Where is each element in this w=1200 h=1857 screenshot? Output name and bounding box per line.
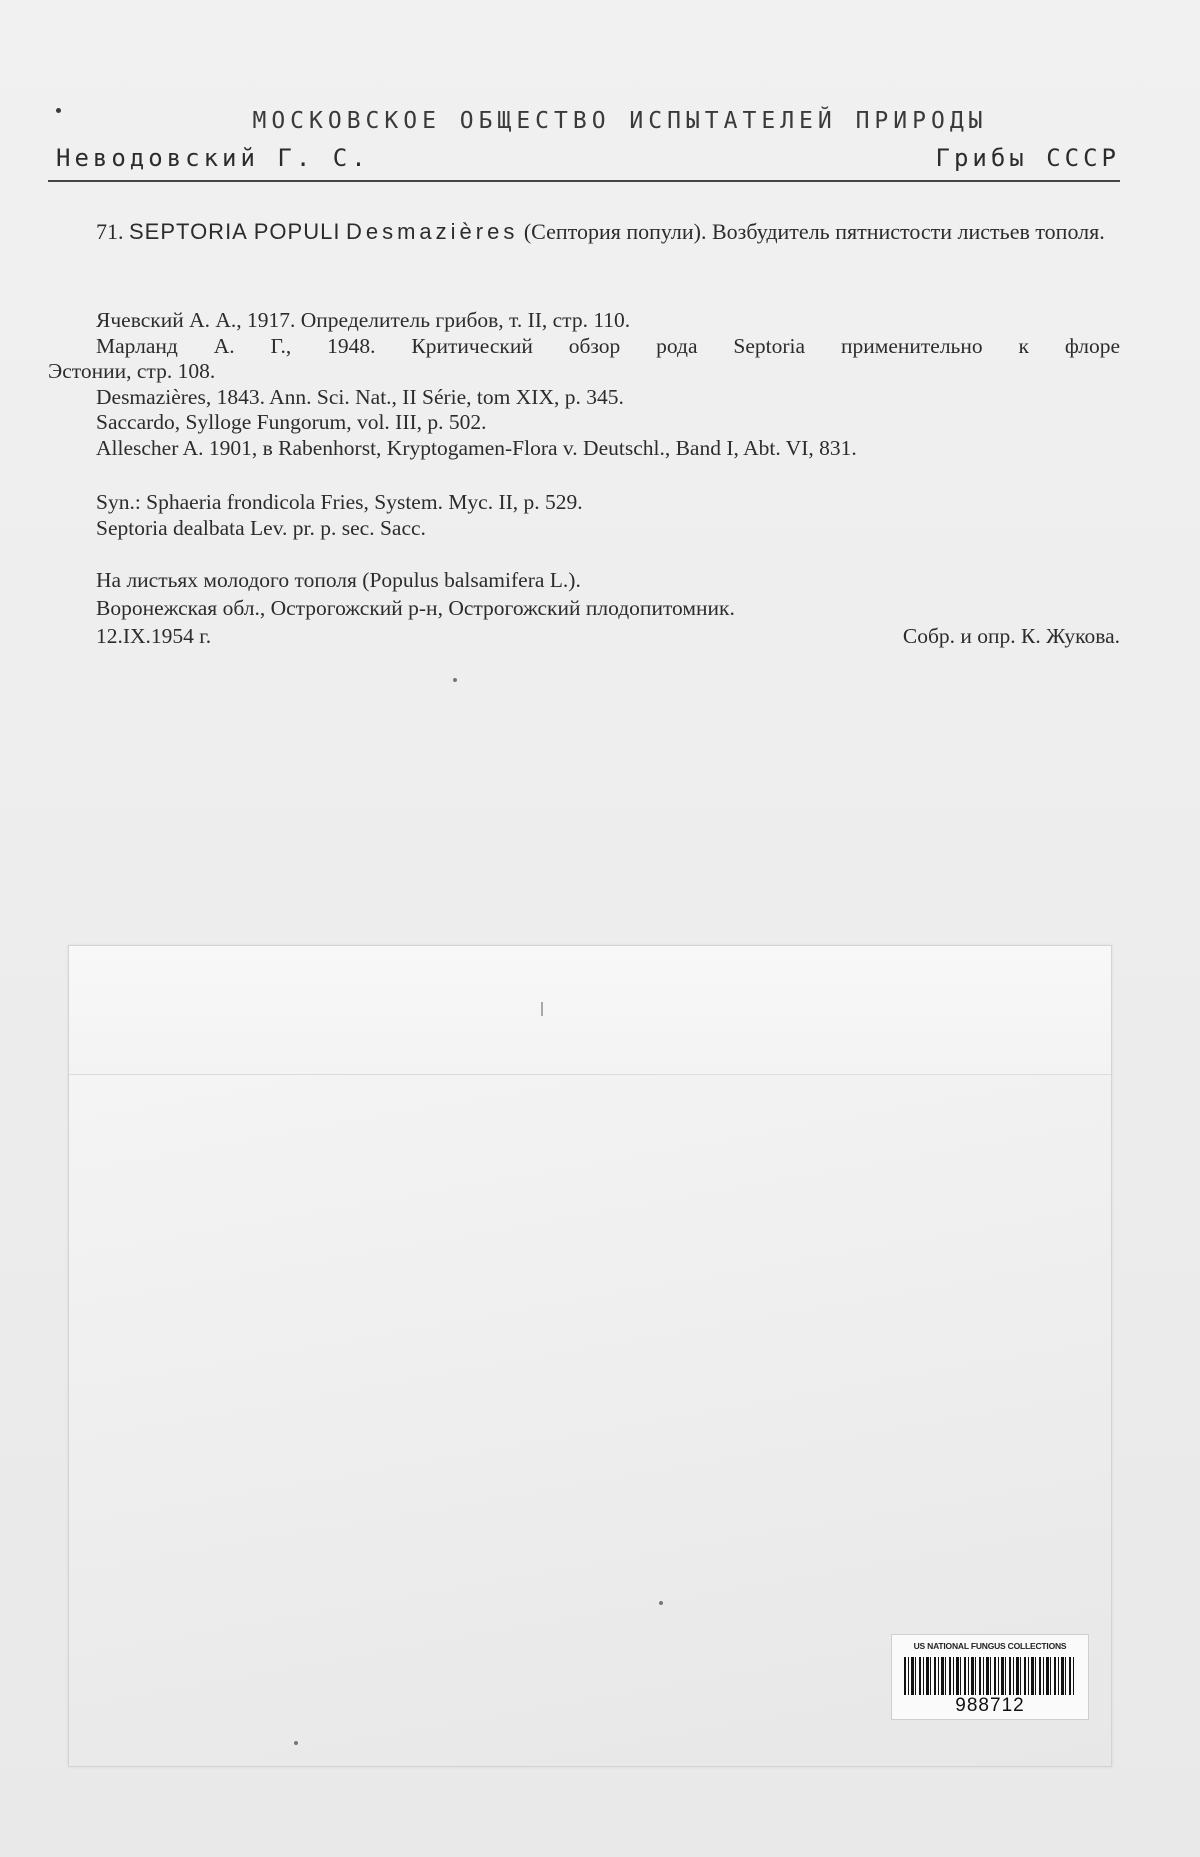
species-description: (Септория попули). Возбудитель пятнистости листьев тополя. <box>523 219 1105 244</box>
references <box>48 308 1120 461</box>
species-authority: Desmazières <box>345 219 519 244</box>
envelope-flap[interactable] <box>69 946 1111 1075</box>
reference-line: Ячевский А. А., 1917. Определитель грибов, т. II, стр. 110. <box>96 308 631 332</box>
label-series: Грибы СССР <box>935 144 1120 172</box>
synonym-line: Septoria dealbata Lev. pr. p. sec. Sacc. <box>96 515 426 540</box>
society-header: МОСКОВСКОЕ ОБЩЕСТВО ИСПЫТАТЕЛЕЙ ПРИРОДЫ <box>252 108 988 134</box>
specimen-envelope[interactable] <box>68 945 1112 1767</box>
collector: Собр. и опр. К. Жукова. <box>902 624 1120 648</box>
collection-info <box>96 566 1120 650</box>
reference-line: Эстонии, стр. 108. <box>48 359 216 383</box>
synonyms <box>96 490 583 541</box>
ink-dot <box>56 108 61 113</box>
flap-mark <box>541 1002 543 1016</box>
synonym-line: Syn.: Sphaeria frondicola Fries, System. Myc. II, p. 529. <box>96 490 583 514</box>
reference-line: Allescher A. 1901, в Rabenhorst, Kryptogamen-Flora v. Deutschl., Band I, Abt. VI, 831. <box>96 435 857 460</box>
species-number: 71. <box>96 219 124 244</box>
species-entry <box>48 218 1120 245</box>
label-author: Неводовский Г. С. <box>56 144 370 172</box>
ink-speck <box>453 678 457 682</box>
collection-date: 12.IX.1954 г. <box>96 624 212 648</box>
barcode-title: US NATIONAL FUNGUS COLLECTIONS <box>913 1641 1067 1651</box>
species-name: SEPTORIA POPULI <box>129 219 341 244</box>
ink-speck <box>659 1601 663 1605</box>
reference-line: Desmazières, 1843. Ann. Sci. Nat., II Série, tom XIX, p. 345. <box>96 384 624 409</box>
reference-line: Марланд А. Г., 1948. Критический обзор рода Septoria применительно к флоре <box>96 333 1120 358</box>
barcode-bars <box>904 1657 1076 1695</box>
header-rule <box>48 180 1120 182</box>
date-collector-row <box>96 622 1120 650</box>
reference-line: Saccardo, Sylloge Fungorum, vol. III, p. 502. <box>96 410 487 434</box>
ink-speck <box>294 1741 298 1745</box>
habitat-line: На листьях молодого тополя (Populus balsamifera L.). <box>96 568 581 592</box>
barcode-number: 988712 <box>955 1695 1025 1716</box>
barcode-label <box>891 1634 1089 1720</box>
locality-line: Воронежская обл., Острогожский р-н, Острогожский плодопитомник. <box>96 596 735 620</box>
